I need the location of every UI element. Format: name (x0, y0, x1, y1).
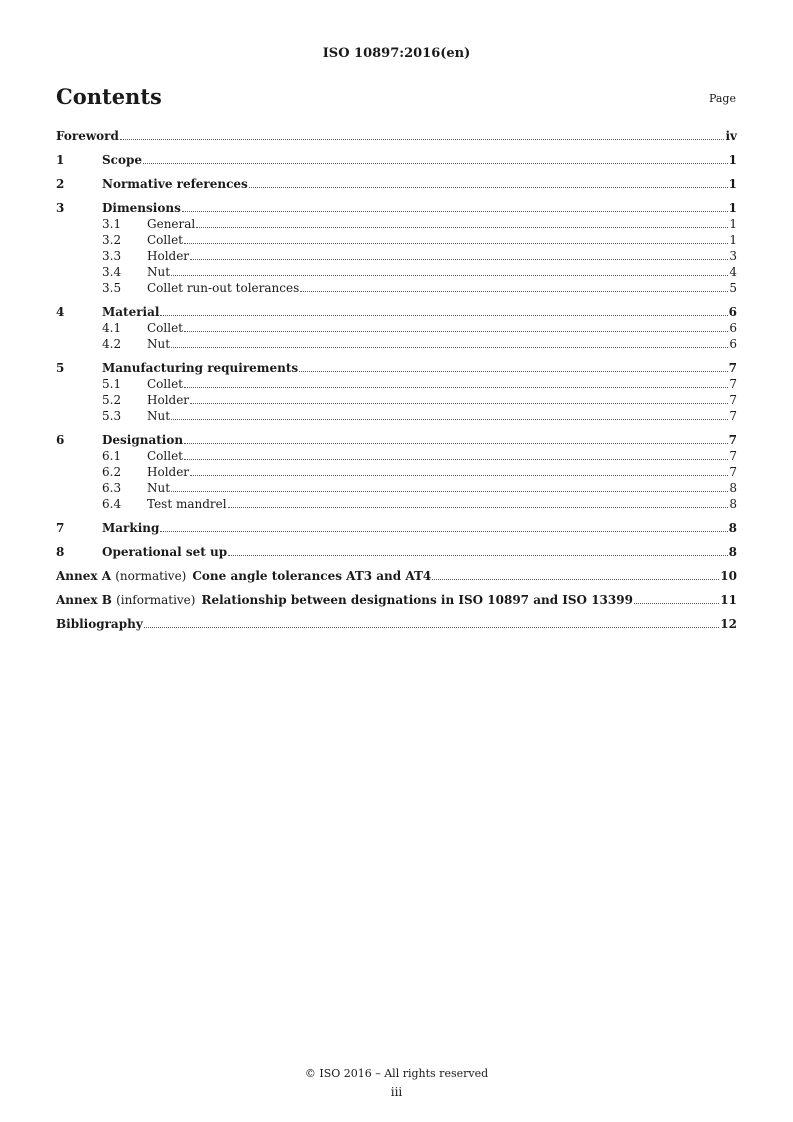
toc-dot-leader (171, 491, 728, 492)
toc-subentry[interactable] (56, 264, 737, 280)
toc-entry-number: 7 (56, 521, 65, 535)
toc-subentry[interactable] (56, 496, 737, 512)
document-identifier: ISO 10897:2016(en) (322, 46, 471, 61)
toc-entry-title: General (147, 217, 196, 231)
toc-entry[interactable] (56, 152, 737, 168)
toc-annex-entry[interactable] (56, 568, 737, 584)
toc-entry-number: 1 (56, 153, 65, 167)
toc-dot-leader (300, 291, 728, 292)
toc-entry-title: Marking (102, 521, 160, 535)
toc-page-number: 8 (728, 545, 737, 559)
toc-dot-leader (171, 419, 728, 420)
toc-entry-title: Nut (147, 481, 171, 495)
toc-annex-heading (56, 568, 431, 584)
toc-entry-title: Collet (147, 233, 184, 247)
toc-subentry[interactable] (56, 392, 737, 408)
toc-page-number: 10 (720, 569, 737, 583)
toc-subentry[interactable] (56, 216, 737, 232)
toc-page-number: 8 (728, 521, 737, 535)
toc-entry[interactable] (56, 616, 737, 632)
toc-entry-title: Holder (147, 465, 190, 479)
toc-subentry[interactable] (56, 320, 737, 336)
toc-entry-number: 5.1 (102, 377, 122, 391)
toc-entry-title: Nut (147, 265, 171, 279)
toc-entry-title: Foreword (56, 129, 119, 143)
toc-entry-title: Collet (147, 377, 184, 391)
toc-entry[interactable] (56, 304, 737, 320)
toc-page-number: 7 (729, 409, 737, 423)
toc-entry-title: Operational set up (102, 545, 228, 559)
toc-entry-title: Nut (147, 409, 171, 423)
toc-dot-leader (171, 275, 728, 276)
toc-subentry[interactable] (56, 232, 737, 248)
toc-page-number: 1 (729, 217, 737, 231)
toc-dot-leader (196, 227, 728, 228)
toc-page-number: 3 (729, 249, 737, 263)
toc-page-number: 6 (729, 337, 737, 351)
toc-page-number: 7 (729, 393, 737, 407)
toc-entry-number: 5.2 (102, 393, 122, 407)
toc-dot-leader (634, 603, 719, 604)
toc-page-number: 1 (728, 153, 737, 167)
toc-page-number: 1 (729, 233, 737, 247)
toc-page-number: 1 (728, 201, 737, 215)
toc-entry-title: Normative references (102, 177, 248, 191)
toc-page-number: 8 (729, 481, 737, 495)
toc-subentry[interactable] (56, 480, 737, 496)
toc-entry-number: 6.1 (102, 449, 122, 463)
toc-dot-leader (182, 211, 728, 212)
toc-dot-leader (160, 315, 727, 316)
toc-entry-number: 2 (56, 177, 65, 191)
toc-dot-leader (184, 243, 728, 244)
toc-dot-leader (228, 555, 727, 556)
toc-dot-leader (228, 507, 729, 508)
toc-entry-number: 3.3 (102, 249, 122, 263)
toc-dot-leader (160, 531, 727, 532)
page-number: iii (390, 1085, 403, 1099)
toc-dot-leader (184, 331, 728, 332)
toc-page-number: 7 (729, 377, 737, 391)
toc-annex-heading (56, 592, 633, 608)
toc-entry-title: Scope (102, 153, 143, 167)
toc-dot-leader (190, 475, 728, 476)
toc-entry-number: 6 (56, 433, 65, 447)
toc-entry-title: Manufacturing requirements (102, 361, 299, 375)
toc-entry-number: 3.4 (102, 265, 122, 279)
toc-subentry[interactable] (56, 408, 737, 424)
toc-annex-type: (normative) (115, 569, 187, 583)
toc-subentry[interactable] (56, 448, 737, 464)
toc-entry[interactable] (56, 520, 737, 536)
toc-dot-leader (299, 371, 728, 372)
toc-entry-title: Collet (147, 321, 184, 335)
contents-heading: Contents (56, 84, 162, 109)
toc-page-number: 4 (729, 265, 737, 279)
toc-annex-type: (informative) (116, 593, 196, 607)
toc-subentry[interactable] (56, 376, 737, 392)
toc-entry-number: 5.3 (102, 409, 122, 423)
toc-subentry[interactable] (56, 248, 737, 264)
toc-entry-title: Dimensions (102, 201, 181, 215)
toc-entry-title: Bibliography (56, 617, 143, 631)
toc-entry[interactable] (56, 432, 737, 448)
toc-entry-number: 3.5 (102, 281, 122, 295)
toc-entry[interactable] (56, 544, 737, 560)
toc-page-number: 6 (729, 321, 737, 335)
toc-page-number: iv (725, 129, 737, 143)
toc-entry-title: Nut (147, 337, 171, 351)
toc-dot-leader (144, 627, 720, 628)
toc-page-number: 6 (728, 305, 737, 319)
toc-annex-label: Annex A (56, 569, 112, 583)
toc-entry-number: 6.2 (102, 465, 122, 479)
toc-dot-leader (190, 403, 728, 404)
toc-dot-leader (120, 139, 725, 140)
toc-entry-title: Test mandrel (147, 497, 227, 511)
toc-entry-number: 4.1 (102, 321, 122, 335)
toc-page-number: 12 (720, 617, 737, 631)
toc-page-number: 7 (729, 465, 737, 479)
toc-dot-leader (171, 347, 728, 348)
toc-entry-title: Designation (102, 433, 184, 447)
toc-dot-leader (184, 459, 728, 460)
toc-dot-leader (432, 579, 719, 580)
toc-entry[interactable] (56, 176, 737, 192)
toc-annex-title: Relationship between designations in ISO 10897 and ISO 13399 (201, 593, 633, 607)
toc-dot-leader (143, 163, 728, 164)
table-of-contents (56, 128, 737, 632)
toc-dot-leader (184, 443, 728, 444)
toc-entry-title: Material (102, 305, 160, 319)
toc-page-number: 7 (728, 433, 737, 447)
toc-subentry[interactable] (56, 464, 737, 480)
toc-entry[interactable] (56, 360, 737, 376)
page-column-label: Page (708, 92, 736, 105)
toc-entry-number: 6.3 (102, 481, 122, 495)
toc-dot-leader (184, 387, 728, 388)
toc-annex-entry[interactable] (56, 592, 737, 608)
copyright-notice: © ISO 2016 – All rights reserved (304, 1067, 489, 1080)
toc-entry-title: Holder (147, 249, 190, 263)
toc-entry-number: 6.4 (102, 497, 122, 511)
toc-dot-leader (190, 259, 728, 260)
toc-entry-number: 3 (56, 201, 65, 215)
toc-entry-title: Collet (147, 449, 184, 463)
toc-entry-number: 4.2 (102, 337, 122, 351)
toc-entry[interactable] (56, 200, 737, 216)
toc-entry-number: 5 (56, 361, 65, 375)
toc-page-number: 7 (729, 449, 737, 463)
toc-page-number: 11 (720, 593, 737, 607)
toc-page-number: 8 (729, 497, 737, 511)
toc-entry[interactable] (56, 128, 737, 144)
toc-entry-title: Holder (147, 393, 190, 407)
toc-subentry[interactable] (56, 336, 737, 352)
toc-annex-title: Cone angle tolerances AT3 and AT4 (192, 569, 432, 583)
toc-annex-label: Annex B (56, 593, 112, 607)
toc-entry-number: 8 (56, 545, 65, 559)
toc-subentry[interactable] (56, 280, 737, 296)
toc-page-number: 1 (728, 177, 737, 191)
toc-entry-number: 3.2 (102, 233, 122, 247)
toc-page-number: 7 (728, 361, 737, 375)
toc-entry-title: Collet run-out tolerances (147, 281, 300, 295)
toc-dot-leader (249, 187, 728, 188)
toc-entry-number: 3.1 (102, 217, 122, 231)
toc-page-number: 5 (729, 281, 737, 295)
toc-entry-number: 4 (56, 305, 65, 319)
